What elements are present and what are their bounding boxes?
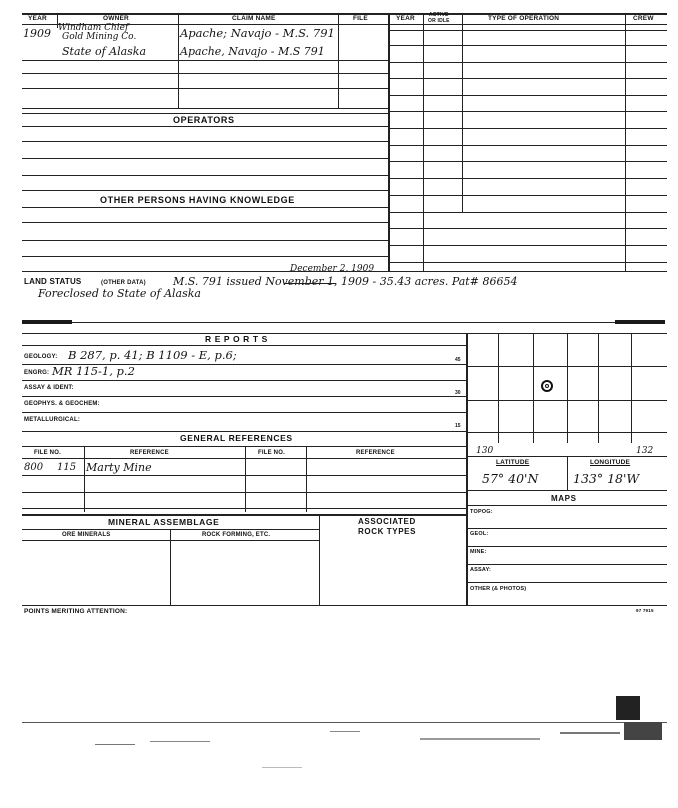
owner-row-line	[22, 60, 388, 61]
owner-1-year: 1909	[23, 27, 51, 40]
operators-header-line	[22, 126, 388, 127]
maps-topog-label: TOPOG:	[470, 509, 493, 515]
scan-noise	[150, 741, 210, 742]
others-title: OTHER PERSONS HAVING KNOWLEDGE	[100, 195, 295, 205]
owner-1-claim: Apache; Navajo - M.S. 791	[180, 26, 335, 40]
header-file: FILE	[353, 15, 368, 22]
gr-col-line	[306, 446, 307, 512]
geophys-label: GEOPHYS. & GEOCHEM:	[24, 401, 100, 407]
header-crew: CREW	[633, 15, 654, 22]
right-row-line	[388, 262, 667, 263]
assoc-rock-title-1: ASSOCIATED	[358, 517, 416, 526]
header-owner: OWNER	[103, 15, 129, 22]
reports-title: R E P O R T S	[205, 334, 268, 344]
loc-grid-line	[631, 333, 632, 443]
land-status-line2: Foreclosed to State of Alaska	[38, 287, 201, 300]
general-refs-title: GENERAL REFERENCES	[180, 433, 293, 443]
gr-row-line	[22, 508, 467, 509]
maps-geol-label: GEOL:	[470, 531, 489, 537]
loc-grid-line	[598, 333, 599, 443]
mineral-bottom	[22, 605, 667, 606]
others-row-line	[22, 222, 388, 223]
margin-number-15: 15	[455, 423, 461, 429]
gr-row1-number: 115	[57, 462, 77, 473]
maps-row-line	[466, 564, 667, 565]
land-status-line1: M.S. 791 issued November 1, 1909 - 35.43 acres. Pat# 86654	[173, 275, 518, 288]
col-file-no-2: FILE NO.	[258, 450, 285, 456]
header-active-1: ACTIVE	[429, 12, 449, 18]
maps-row-line	[466, 546, 667, 547]
location-marker	[541, 380, 553, 392]
mineral-title: MINERAL ASSEMBLAGE	[108, 517, 220, 527]
maps-assay-label: ASSAY:	[470, 567, 492, 573]
others-row-line	[22, 240, 388, 241]
form-code: 97 7915	[636, 608, 654, 613]
metallurgical-label: METALLURGICAL:	[24, 417, 81, 423]
right-row-line	[388, 30, 667, 31]
metallurgical-line	[22, 431, 467, 432]
col-reference: REFERENCE	[130, 450, 169, 456]
owner-row-line	[22, 108, 388, 109]
col-reference-2: REFERENCE	[356, 450, 395, 456]
gr-row1-ref: Marty Mine	[86, 461, 152, 474]
operator-row-line	[22, 190, 388, 191]
header-type-operation: TYPE OF OPERATION	[488, 15, 560, 22]
maps-title: MAPS	[551, 494, 577, 503]
land-status-label: LAND STATUS	[24, 277, 82, 286]
col-line-year2	[423, 13, 424, 271]
right-row-line	[388, 212, 667, 213]
maps-other-label: OTHER (& PHOTOS)	[470, 586, 527, 592]
lat-lon-divider	[567, 456, 568, 490]
separator-bar-left	[22, 320, 72, 324]
owner-1-name: Windham Chief	[58, 23, 129, 33]
mineral-top	[22, 514, 467, 516]
assay-line	[22, 396, 467, 397]
separator-line	[72, 322, 615, 323]
others-row-line	[22, 256, 388, 257]
owner-2-name: State of Alaska	[62, 45, 147, 58]
gr-row-line	[22, 475, 467, 476]
owner-1-name-line2: Gold Mining Co.	[62, 32, 137, 42]
col-line-right-block	[388, 13, 390, 271]
right-row-line	[388, 62, 667, 63]
reports-top	[22, 333, 667, 334]
scan-dark-blob	[624, 722, 662, 740]
land-status-sublabel: (OTHER DATA)	[101, 280, 146, 286]
land-status-correction: December 2, 1909	[290, 264, 375, 274]
right-row-line	[388, 45, 667, 46]
engrg-label: ENGRG:	[24, 370, 50, 376]
right-row-line	[388, 195, 667, 196]
right-row-line	[388, 78, 667, 79]
engrg-value: MR 115-1, p.2	[52, 364, 135, 378]
header-year-2: YEAR	[396, 15, 415, 22]
scan-edge-line	[22, 722, 667, 723]
lon-tick-132: 132	[636, 446, 654, 456]
assay-label: ASSAY & IDENT:	[24, 385, 74, 391]
maps-row-line	[466, 582, 667, 583]
maps-mine-label: MINE:	[470, 549, 487, 555]
loc-grid-line	[466, 400, 667, 401]
scan-noise	[95, 744, 135, 745]
right-row-line	[388, 161, 667, 162]
reports-header-line	[22, 345, 467, 346]
loc-grid-line	[533, 333, 534, 443]
col-line-crew	[625, 13, 626, 271]
longitude-label: LONGITUDE	[590, 459, 631, 466]
assoc-divider	[319, 514, 320, 605]
col-line-active	[462, 13, 463, 213]
geology-value: B 287, p. 41; B 1109 - E, p.6;	[68, 348, 237, 362]
gr-row-line	[22, 492, 467, 493]
gr-row1-file: 800	[24, 462, 44, 473]
margin-number-30: 30	[455, 390, 461, 396]
maps-top-line	[466, 490, 667, 491]
scan-noise	[420, 738, 540, 740]
operator-row-line	[22, 141, 388, 142]
loc-grid-line	[466, 432, 667, 433]
geology-label: GEOLOGY:	[24, 354, 58, 360]
header-claim-name: CLAIM NAME	[232, 15, 276, 22]
assoc-rock-title-2: ROCK TYPES	[358, 527, 417, 536]
others-header-line	[22, 207, 388, 208]
scan-dark-blob	[616, 696, 640, 720]
right-row-line	[388, 178, 667, 179]
margin-number-45: 45	[455, 357, 461, 363]
gr-col-line	[84, 446, 85, 512]
header-active-2: OR IDLE	[428, 18, 450, 24]
loc-grid-line	[567, 333, 568, 443]
mineral-col-divider	[170, 529, 171, 605]
points-meriting-label: POINTS MERITING ATTENTION:	[24, 608, 128, 615]
owner-2-claim: Apache, Navajo - M.S 791	[180, 45, 325, 58]
ore-minerals-label: ORE MINERALS	[62, 532, 111, 538]
operators-top	[22, 113, 388, 114]
engrg-line	[22, 380, 467, 381]
col-file-no: FILE NO.	[34, 450, 61, 456]
owner-row-line	[22, 73, 388, 74]
scan-noise	[262, 767, 302, 768]
scan-noise	[560, 732, 620, 734]
gr-col-line	[245, 446, 246, 512]
operator-row-line	[22, 175, 388, 176]
right-row-line	[388, 145, 667, 146]
geophys-line	[22, 412, 467, 413]
right-row-line	[388, 228, 667, 229]
separator-bar-right	[615, 320, 665, 324]
maps-header-line	[466, 505, 667, 506]
header-year: YEAR	[28, 15, 47, 22]
right-row-line	[388, 128, 667, 129]
operators-title: OPERATORS	[173, 115, 235, 125]
rock-forming-label: ROCK FORMING, ETC.	[202, 532, 271, 538]
right-row-line	[388, 111, 667, 112]
strikethrough	[284, 283, 336, 284]
lat-tick-130: 130	[476, 446, 494, 456]
right-row-line	[388, 245, 667, 246]
longitude-value: 133° 18'W	[573, 471, 640, 486]
maps-row-line	[466, 528, 667, 529]
latitude-value: 57° 40'N	[482, 471, 539, 486]
scan-noise	[330, 731, 360, 732]
loc-grid-line	[466, 366, 667, 367]
owner-row-line	[22, 88, 388, 89]
operator-row-line	[22, 158, 388, 159]
right-row-line	[388, 95, 667, 96]
latitude-label: LATITUDE	[496, 459, 530, 466]
loc-grid-line	[498, 333, 499, 443]
